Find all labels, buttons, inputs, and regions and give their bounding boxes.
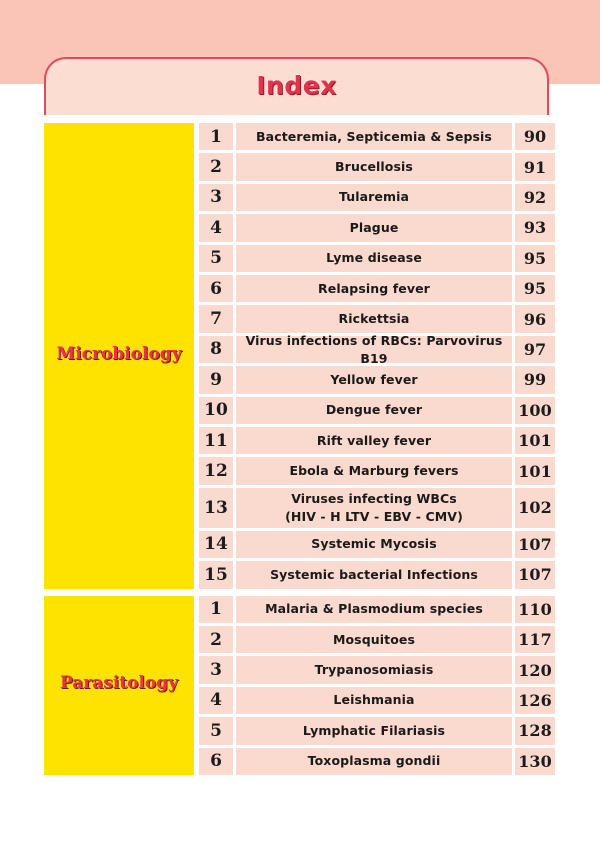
row-number: 1 [210,126,222,147]
row-topic: Viruses infecting WBCs (HIV - H LTV - EBV - CMV) [285,490,463,524]
row-topic-cell [236,488,512,528]
row-number-cell [199,397,233,424]
row-topic-cell [236,332,512,366]
row-number: 4 [210,217,222,238]
row-page-number: 128 [518,721,552,741]
row-page-number: 102 [518,498,552,518]
row-number-cell [199,336,233,363]
row-topic-cell [236,366,512,393]
row-topic-cell [236,656,512,683]
row-number-cell [199,153,233,180]
row-number-cell [199,596,233,623]
row-number-cell [199,245,233,272]
row-topic-cell [236,457,512,484]
row-number: 7 [210,309,222,330]
row-topic-cell [236,153,512,180]
row-page-number: 117 [518,630,552,650]
row-page-number: 107 [518,565,552,585]
row-topic: Tularemia [338,189,410,205]
row-topic: Toxoplasma gondii [307,753,441,769]
row-number: 8 [210,339,222,360]
row-page-number: 90 [523,127,547,147]
row-page-number-cell [515,427,555,454]
row-topic: Relapsing fever [318,280,430,296]
row-topic: Rickettsia [338,311,410,327]
row-topic: Lyme disease [326,250,422,266]
row-number: 2 [210,629,222,650]
row-number: 6 [210,278,222,299]
section-label-parasitology: Parasitology [59,673,179,694]
row-page-number-cell [515,656,555,683]
row-topic: Bacteremia, Septicemia & Sepsis [256,128,492,144]
row-topic: Ebola & Marburg fevers [289,463,459,479]
row-page-number-cell [515,123,555,150]
row-number-cell [199,184,233,211]
row-number-cell [199,214,233,241]
row-topic-cell [236,123,512,150]
row-topic-cell [236,214,512,241]
row-topic-cell [236,245,512,272]
row-number: 10 [204,400,228,421]
row-page-number-cell [515,397,555,424]
row-topic: Lymphatic Filariasis [302,722,446,738]
row-page-number: 101 [518,461,552,481]
row-topic: Mosquitoes [332,631,416,647]
row-page-number: 91 [523,157,547,177]
row-page-number-cell [515,748,555,775]
row-number: 5 [210,720,222,741]
row-page-number-cell [515,214,555,241]
row-page-number: 95 [523,279,547,299]
row-page-number: 96 [523,309,547,329]
row-page-number: 126 [518,690,552,710]
row-number: 15 [204,564,228,585]
row-number: 4 [210,690,222,711]
row-page-number-cell [515,596,555,623]
title-box [44,57,549,115]
row-number: 11 [204,430,228,451]
row-page-number: 110 [518,599,552,619]
row-topic: Systemic Mycosis [311,536,437,552]
row-number: 1 [210,599,222,620]
row-topic-cell [236,397,512,424]
section-microbiology [44,123,194,589]
row-topic: Plague [349,219,399,235]
row-number-cell [199,748,233,775]
row-number-cell [199,717,233,744]
row-number-cell [199,488,233,528]
row-topic-cell [236,687,512,714]
page-title: Index [256,71,337,100]
row-topic: Virus infections of RBCs: Parvovirus B19 [245,332,503,366]
row-page-number: 107 [518,534,552,554]
row-topic: Systemic bacterial Infections [270,566,478,582]
row-page-number: 100 [518,400,552,420]
row-topic-cell [236,748,512,775]
row-number: 2 [210,157,222,178]
row-page-number: 130 [518,751,552,771]
row-number-cell [199,427,233,454]
row-page-number-cell [515,561,555,588]
row-page-number-cell [515,457,555,484]
row-number-cell [199,457,233,484]
row-topic-cell [236,531,512,558]
row-topic-cell [236,305,512,332]
row-number: 12 [204,461,228,482]
row-page-number-cell [515,626,555,653]
row-number-cell [199,123,233,150]
row-topic: Malaria & Plasmodium species [265,601,483,617]
row-number-cell [199,687,233,714]
row-topic-cell [236,427,512,454]
row-topic-cell [236,184,512,211]
row-topic: Yellow fever [330,371,418,387]
row-page-number-cell [515,275,555,302]
row-page-number-cell [515,488,555,528]
row-number: 3 [210,660,222,681]
row-number-cell [199,275,233,302]
row-topic: Rift valley fever [316,432,432,448]
row-number-cell [199,626,233,653]
row-page-number-cell [515,153,555,180]
row-number: 5 [210,248,222,269]
row-page-number-cell [515,245,555,272]
row-number: 14 [204,534,228,555]
row-number-cell [199,531,233,558]
row-topic: Brucellosis [335,159,413,175]
row-page-number-cell [515,687,555,714]
row-page-number-cell [515,366,555,393]
row-page-number: 120 [518,660,552,680]
row-page-number: 101 [518,431,552,451]
row-number-cell [199,561,233,588]
section-label-microbiology: Microbiology [56,343,182,364]
row-topic: Trypanosomiasis [314,662,434,678]
row-page-number-cell [515,531,555,558]
row-number-cell [199,656,233,683]
row-page-number-cell [515,336,555,363]
row-page-number: 92 [523,187,547,207]
row-topic-cell [236,596,512,623]
row-number-cell [199,366,233,393]
row-page-number: 99 [523,370,547,390]
row-page-number: 97 [523,339,547,359]
row-topic-cell [236,561,512,588]
section-parasitology [44,596,194,775]
row-topic-cell [236,275,512,302]
row-number-cell [199,305,233,332]
row-number: 3 [210,187,222,208]
row-topic-cell [236,717,512,744]
row-page-number: 95 [523,248,547,268]
row-page-number-cell [515,184,555,211]
row-number: 9 [210,369,222,390]
row-page-number: 93 [523,218,547,238]
row-number: 13 [204,497,228,518]
row-number: 6 [210,751,222,772]
row-topic-cell [236,626,512,653]
row-page-number-cell [515,717,555,744]
row-topic: Leishmania [333,692,415,708]
row-page-number-cell [515,305,555,332]
row-topic: Dengue fever [325,402,423,418]
